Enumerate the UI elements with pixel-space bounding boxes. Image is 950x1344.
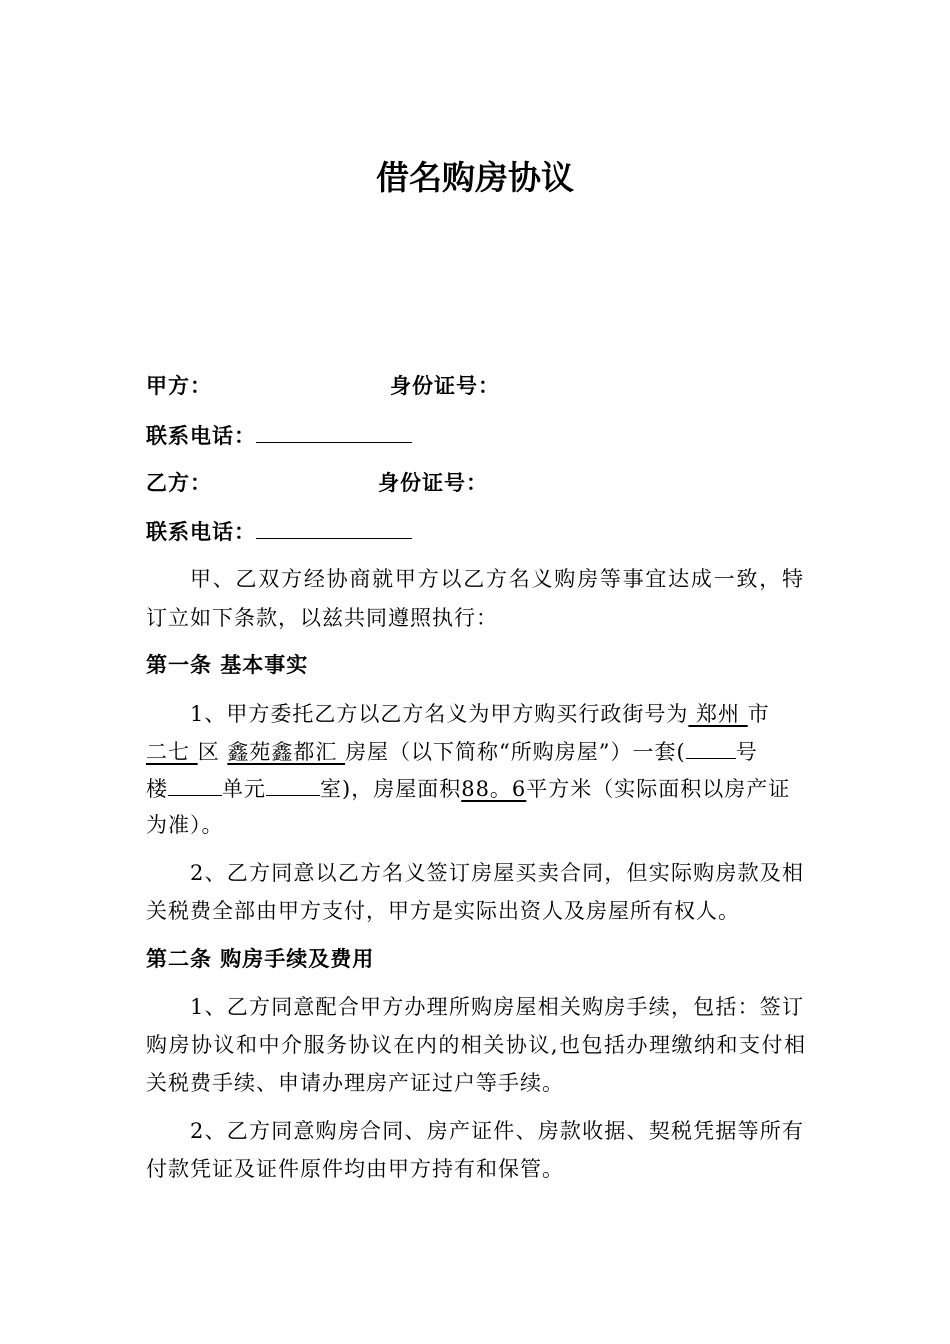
article-text: 市: [747, 702, 770, 726]
party-b-phone-row: [146, 516, 806, 546]
article-text: 单元: [222, 777, 266, 801]
article-2-p2-line-2: 付款凭证及证件原件均由甲方持有和保管。: [146, 1157, 564, 1181]
phone-blank: [256, 420, 412, 443]
intro-line-2: 订立如下条款，以兹共同遵照执行：: [146, 606, 498, 630]
article-2-p1-line-2: 购房协议和中介服务协议在内的相关协议,也包括办理缴纳和支付相: [146, 1033, 806, 1057]
party-b-id-label: 身份证号：: [378, 471, 488, 495]
article-1-p2-line-2: 关税费全部由甲方支付，甲方是实际出资人及房屋所有权人。: [146, 899, 740, 923]
article-1-heading: 第一条 基本事实: [146, 653, 309, 677]
area-field: 88。6: [461, 777, 527, 801]
article-1-p1-line-1: [190, 699, 804, 729]
phone-blank: [256, 516, 412, 539]
article-2-heading: 第二条 购房手续及费用: [146, 947, 375, 971]
party-a-phone-row: [146, 420, 806, 450]
article-text: 区: [197, 740, 220, 764]
article-text: 平方米（实际面积以房产证: [526, 777, 791, 801]
phone-label: 联系电话：: [146, 424, 256, 448]
article-2-p2-line-1: 2、乙方同意购房合同、房产证件、房款收据、契税凭据等所有: [190, 1119, 804, 1143]
unit-blank: [168, 773, 222, 796]
document-title: 借名购房协议: [376, 158, 574, 197]
article-text: 楼: [146, 777, 168, 801]
article-1-p1-line-4: 为准）。: [146, 813, 224, 837]
article-2-p1-line-1: 1、乙方同意配合甲方办理所购房屋相关购房手续，包括：签订: [190, 995, 804, 1019]
intro-line-1: 甲、乙双方经协商就甲方以乙方名义购房等事宜达成一致，特: [190, 567, 804, 591]
article-text: 1、甲方委托乙方以乙方名义为甲方购买行政街号为: [190, 702, 689, 726]
estate-field: 鑫苑鑫都汇: [227, 740, 346, 764]
district-field: 二七: [146, 740, 198, 764]
party-b-label: 乙方：: [146, 471, 212, 495]
article-text: 房屋（以下简称“所购房屋”）一套(: [345, 740, 686, 764]
phone-label: 联系电话：: [146, 520, 256, 544]
article-1-p2-line-1: 2、乙方同意以乙方名义签订房屋买卖合同，但实际购房款及相: [190, 861, 804, 885]
party-a-label: 甲方：: [146, 374, 212, 398]
article-2-p1-line-3: 关税费手续、申请办理房产证过户等手续。: [146, 1071, 564, 1095]
article-text: 号: [735, 740, 758, 764]
city-field: 郑州: [688, 702, 748, 726]
party-a-id-label: 身份证号：: [390, 374, 500, 398]
article-text: 室)，房屋面积: [320, 777, 462, 801]
party-a-row: [146, 371, 806, 401]
article-1-p1-line-2: [146, 736, 806, 766]
article-1-p1-line-3: [146, 773, 806, 803]
room-blank: [266, 773, 320, 796]
party-b-row: [146, 468, 806, 498]
building-blank: [686, 736, 736, 759]
